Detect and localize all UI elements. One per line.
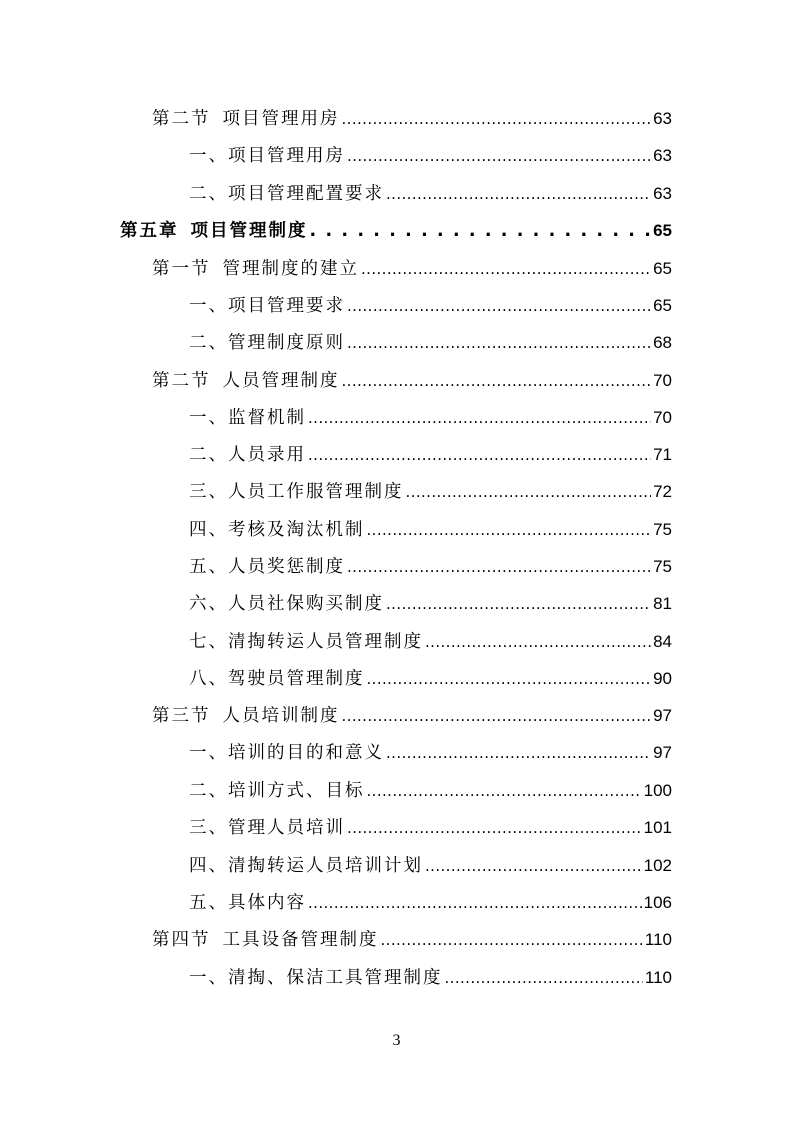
toc-entry-prefix: 四、: [189, 856, 228, 876]
toc-entry-title: 人员管理制度: [222, 371, 340, 391]
toc-entry-item[interactable]: [189, 291, 672, 321]
toc-entry-label: [152, 925, 379, 955]
toc-dot-leader: [386, 589, 651, 619]
toc-dot-leader: [347, 141, 651, 171]
toc-entry-page: 65: [653, 259, 672, 278]
toc-entry-title: 项目管理制度: [190, 221, 308, 241]
toc-dot-leader: [386, 738, 651, 768]
toc-dot-leader: [425, 627, 651, 657]
toc-entry-title: 项目管理用房: [222, 109, 340, 129]
toc-entry-page: 84: [653, 632, 672, 651]
toc-entry-page: 68: [653, 333, 672, 352]
toc-dot-leader: [386, 179, 651, 209]
toc-entry-title: 清掏、保洁工具管理制度: [228, 968, 443, 988]
toc-dot-leader: [406, 477, 652, 507]
toc-entry-page: 65: [653, 221, 672, 240]
toc-entry-label: [152, 254, 359, 284]
toc-entry-item[interactable]: [189, 477, 672, 507]
toc-entry-page: 63: [653, 146, 672, 165]
toc-entry-label: [189, 888, 306, 918]
toc-entry-item[interactable]: [189, 664, 672, 694]
toc-entry-page: 97: [653, 743, 672, 762]
toc-entry-prefix: 五、: [189, 893, 228, 913]
page-number: 3: [392, 1032, 401, 1049]
toc-entry-section[interactable]: [152, 925, 672, 955]
toc-dot-leader: [367, 664, 652, 694]
toc-entry-page: 65: [653, 296, 672, 315]
toc-entry-prefix: 一、: [189, 968, 228, 988]
toc-entry-label: [189, 589, 384, 619]
toc-entry-prefix: 四、: [189, 520, 228, 540]
toc-dot-leader: [308, 403, 651, 433]
toc-entry-page: 70: [653, 371, 672, 390]
toc-entry-title: 清掏转运人员管理制度: [228, 632, 423, 652]
toc-entry-item[interactable]: [189, 888, 672, 918]
toc-entry-title: 人员培训制度: [222, 706, 340, 726]
toc-entry-page: 75: [653, 520, 672, 539]
toc-entry-label: [189, 515, 365, 545]
toc-dot-leader: [342, 701, 652, 731]
toc-entry-section[interactable]: [152, 701, 672, 731]
toc-entry-prefix: 五、: [189, 557, 228, 577]
toc-dot-leader: [347, 328, 651, 358]
toc-entry-prefix: 一、: [189, 743, 228, 763]
toc-entry-label: [189, 141, 345, 171]
toc-entry-section[interactable]: [152, 254, 672, 284]
toc-dot-leader: [347, 291, 651, 321]
toc-entry-title: 培训方式、目标: [228, 781, 365, 801]
toc-entry-page: 63: [653, 109, 672, 128]
toc-entry-prefix: 第五章: [120, 221, 179, 241]
toc-entry-label: [189, 552, 345, 582]
toc-entry-title: 考核及淘汰机制: [228, 520, 365, 540]
toc-entry-prefix: 一、: [189, 146, 228, 166]
toc-entry-item[interactable]: [189, 515, 672, 545]
toc-dot-leader: [342, 366, 652, 396]
toc-entry-prefix: 一、: [189, 408, 228, 428]
toc-entry-page: 81: [653, 594, 672, 613]
toc-entry-title: 管理制度的建立: [222, 259, 359, 279]
toc-entry-prefix: 第二节: [152, 109, 211, 129]
toc-entry-title: 项目管理用房: [228, 146, 345, 166]
toc-dot-leader: [445, 963, 643, 993]
toc-entry-prefix: 第二节: [152, 371, 211, 391]
toc-entry-prefix: 二、: [189, 184, 228, 204]
toc-entry-page: 100: [643, 781, 672, 800]
toc-entry-section[interactable]: [152, 366, 672, 396]
toc-entry-label: [189, 477, 404, 507]
toc-dot-leader: [347, 552, 651, 582]
toc-entry-page: 70: [653, 408, 672, 427]
toc-entry-page: 72: [653, 482, 672, 501]
toc-entry-title: 监督机制: [228, 408, 306, 428]
toc-entry-section[interactable]: [152, 104, 672, 134]
toc-entry-title: 培训的目的和意义: [228, 743, 384, 763]
toc-entry-title: 工具设备管理制度: [222, 930, 379, 950]
toc-dot-leader: [361, 254, 651, 284]
toc-entry-label: [189, 851, 423, 881]
toc-entry-title: 人员工作服管理制度: [228, 482, 404, 502]
toc-entry-label: [189, 738, 384, 768]
toc-entry-prefix: 三、: [189, 482, 228, 502]
toc-entry-label: [189, 813, 345, 843]
toc-dot-leader: [367, 776, 642, 806]
toc-entry-page: 97: [653, 706, 672, 725]
toc-entry-page: 110: [644, 930, 672, 949]
toc-entry-prefix: 二、: [189, 445, 228, 465]
toc-dot-leader: [381, 925, 643, 955]
toc-entry-label: [189, 627, 423, 657]
toc-entry-title: 人员奖惩制度: [228, 557, 345, 577]
toc-entry-prefix: 第四节: [152, 930, 211, 950]
toc-entry-item[interactable]: [189, 440, 672, 470]
toc-entry-item[interactable]: [189, 851, 672, 881]
toc-entry-page: 106: [643, 893, 672, 912]
toc-entry-item[interactable]: [189, 776, 672, 806]
toc-entry-label: [189, 776, 365, 806]
toc-dot-leader: [308, 440, 651, 470]
toc-entry-page: 63: [653, 184, 672, 203]
toc-entry-prefix: 二、: [189, 333, 228, 353]
toc-entry-label: [189, 179, 384, 209]
toc-entry-prefix: 六、: [189, 594, 228, 614]
toc-entry-label: [120, 216, 308, 246]
toc-entry-title: 清掏转运人员培训计划: [228, 856, 423, 876]
toc-entry-prefix: 第一节: [152, 259, 211, 279]
toc-entry-title: 人员录用: [228, 445, 306, 465]
toc-entry-prefix: 三、: [189, 818, 228, 838]
toc-entry-label: [189, 664, 365, 694]
toc-entry-item[interactable]: [189, 589, 672, 619]
toc-dot-leader: [425, 851, 642, 881]
toc-entry-prefix: 二、: [189, 781, 228, 801]
toc-entry-prefix: 一、: [189, 296, 228, 316]
toc-entry-title: 项目管理配置要求: [228, 184, 384, 204]
toc-entry-title: 驾驶员管理制度: [228, 669, 365, 689]
toc-entry-title: 人员社保购买制度: [228, 594, 384, 614]
toc-entry-item[interactable]: [189, 627, 672, 657]
toc-dot-leader: [310, 216, 652, 246]
toc-entry-title: 管理制度原则: [228, 333, 345, 353]
toc-entry-item[interactable]: [189, 328, 672, 358]
toc-entry-label: [152, 701, 340, 731]
toc-entry-title: 具体内容: [228, 893, 306, 913]
toc-dot-leader: [347, 813, 642, 843]
toc-entry-item[interactable]: [189, 141, 672, 171]
toc-entry-prefix: 七、: [189, 632, 228, 652]
toc-entry-label: [189, 328, 345, 358]
toc-entry-item[interactable]: [189, 179, 672, 209]
toc-entry-page: 71: [653, 445, 672, 464]
toc-entry-label: [152, 104, 340, 134]
toc-dot-leader: [308, 888, 642, 918]
toc-entry-label: [189, 291, 345, 321]
toc-entry-label: [189, 963, 443, 993]
toc-entry-label: [189, 403, 306, 433]
toc-entry-item[interactable]: [189, 738, 672, 768]
toc-entry-item[interactable]: [189, 552, 672, 582]
toc-dot-leader: [342, 104, 652, 134]
toc-entry-page: 90: [653, 669, 672, 688]
toc-entry-prefix: 第三节: [152, 706, 211, 726]
toc-entry-chapter[interactable]: [120, 216, 672, 246]
toc-entry-title: 项目管理要求: [228, 296, 345, 316]
toc-entry-label: [152, 366, 340, 396]
toc-dot-leader: [367, 515, 652, 545]
toc-entry-item[interactable]: [189, 963, 672, 993]
toc-entry-page: 75: [653, 557, 672, 576]
toc-entry-label: [189, 440, 306, 470]
toc-entry-prefix: 八、: [189, 669, 228, 689]
toc-entry-page: 110: [644, 968, 672, 987]
toc-entry-title: 管理人员培训: [228, 818, 345, 838]
toc-entry-item[interactable]: [189, 813, 672, 843]
toc-entry-page: 101: [643, 818, 672, 837]
toc-entry-page: 102: [643, 856, 672, 875]
toc-entry-item[interactable]: [189, 403, 672, 433]
